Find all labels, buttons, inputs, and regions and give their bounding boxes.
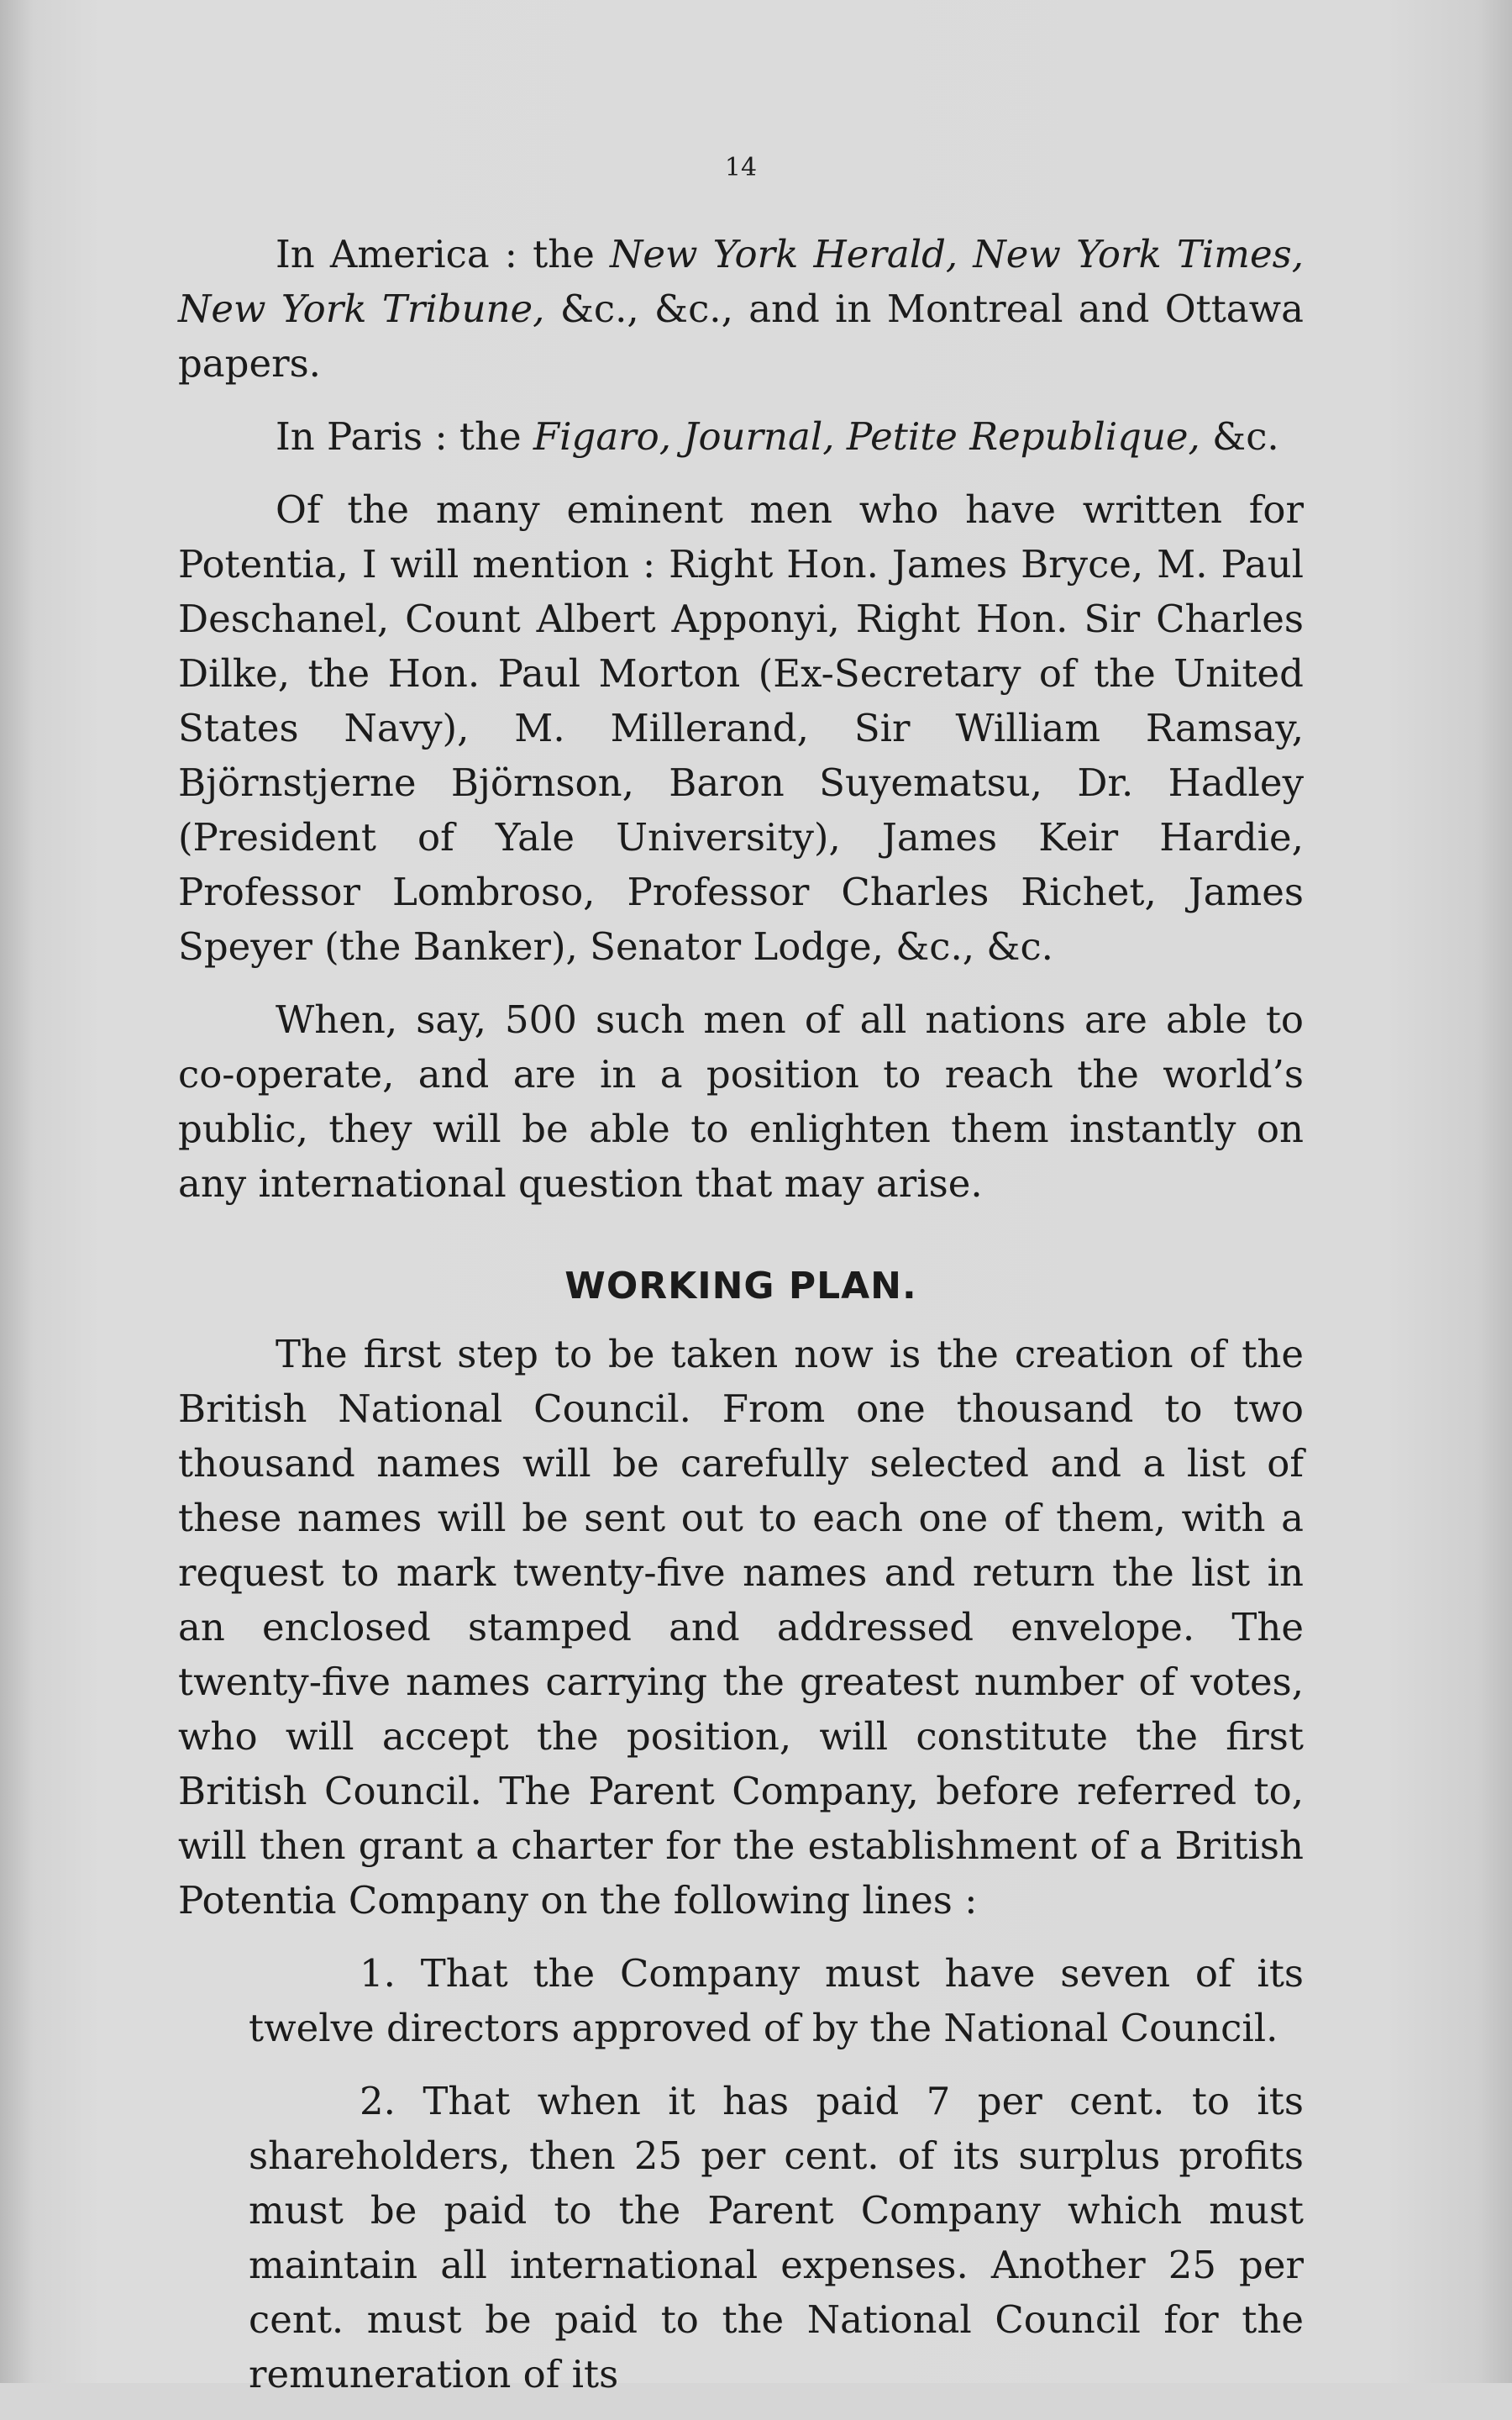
america-tail: &c., &c., and in Montreal and Ottawa papers.	[178, 287, 1304, 386]
paris-tail: &c.	[1200, 414, 1279, 459]
newspaper-tribune: New York Tribune,	[178, 287, 545, 331]
america-space-1	[958, 232, 973, 276]
paris-space-1	[671, 414, 683, 459]
list-item-2: 2. That when it has paid 7 per cent. to its shareholders, then 25 per cent. of its surplus profits must be paid to the Parent Company which must maintain all international expenses. Another 25 per cent. must be paid to the National Council for the remuneration of its	[249, 2079, 1304, 2396]
paris-lead: In Paris : the	[276, 414, 533, 459]
newspaper-figaro: Figaro,	[533, 414, 672, 459]
paragraph-paris	[178, 409, 1304, 464]
paragraph-america	[178, 227, 1304, 391]
paragraph-first-step: The first step to be taken now is the creation of the British National Council. From one thousand to two thousand names will be carefully selected and a list of these names will be sent out to each one of them, with a request to mark twenty-five names and return the list in an enclosed stamped and addressed envelope. The twenty-five names carrying the greatest number of votes, who will accept the position, will constitute the first British Council. The Parent Company, before referred to, will then grant a charter for the establishment of a British Potentia Company on the following lines :	[178, 1332, 1304, 1923]
page-body	[178, 151, 1304, 2420]
newspaper-herald: New York Herald,	[609, 232, 958, 276]
paragraph-cooperation: When, say, 500 such men of all nations are able to co-operate, and are in a position to reach the world’s public, they will be able to enlighten them instantly on any international question that may arise.	[178, 997, 1304, 1206]
list-item-1: 1. That the Company must have seven of its twelve directors approved of by the National Council.	[249, 1951, 1304, 2050]
paragraph-eminent-men: Of the many eminent men who have written for Potentia, I will mention : Right Hon. James Bryce, M. Paul Deschanel, Count Albert Apponyi, Right Hon. Sir Charles Dilke, the Hon. Paul Morton (Ex-Secretary of the United States Navy), M. Millerand, Sir William Ramsay, Björnstjerne Björnson, Baron Suyematsu, Dr. Hadley (President of Yale University), James Keir Hardie, Professor Lombroso, Professor Charles Richet, James Speyer (the Banker), Senator Lodge, &c., &c.	[178, 487, 1304, 969]
newspaper-journal: Journal,	[683, 414, 835, 459]
newspaper-petite-republique: Petite Republique,	[846, 414, 1200, 459]
paris-space-2	[835, 414, 847, 459]
page-number: 14	[724, 153, 758, 182]
newspaper-times: New York Times,	[973, 232, 1305, 276]
section-heading: WORKING PLAN.	[564, 1265, 917, 1307]
america-lead: In America : the	[276, 232, 610, 276]
